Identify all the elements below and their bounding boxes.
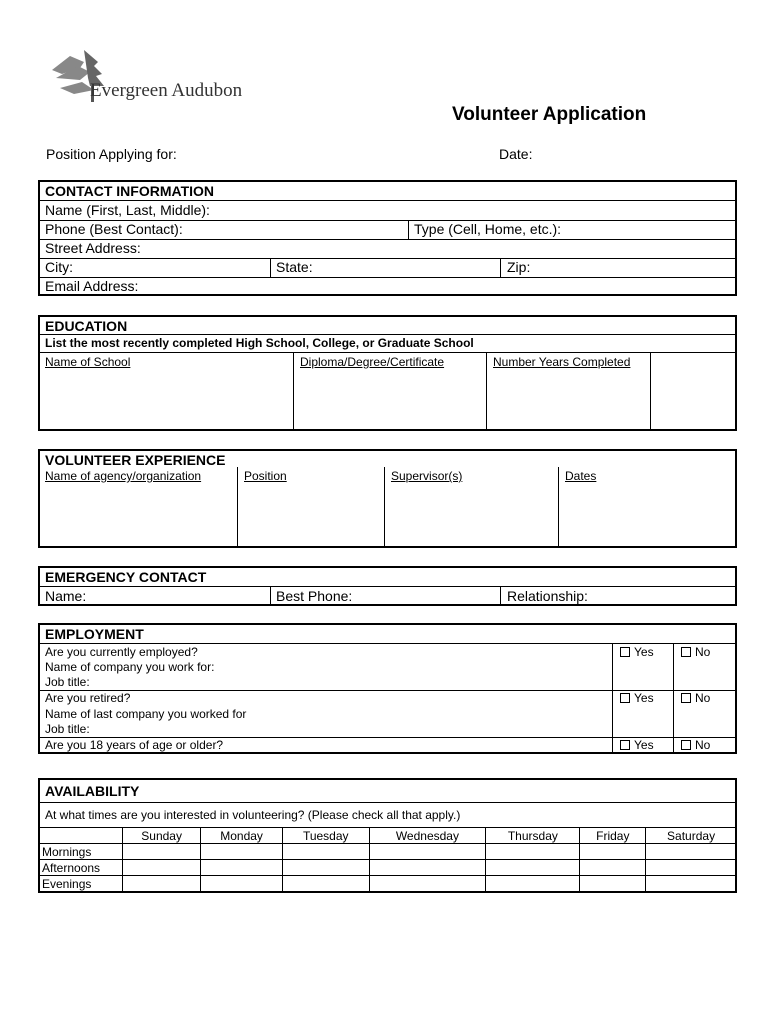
employment-last-company-field[interactable]: Name of last company you worked for <box>45 707 247 721</box>
page-title: Volunteer Application <box>452 104 647 125</box>
volunteer-col-dates: Dates <box>565 469 597 483</box>
emergency-section-title: EMERGENCY CONTACT <box>45 569 207 585</box>
contact-state-field[interactable]: State: <box>276 259 313 275</box>
education-section <box>38 315 737 431</box>
table-row <box>40 844 737 860</box>
employment-company-field[interactable]: Name of company you work for: <box>45 660 215 674</box>
day-wednesday: Wednesday <box>369 828 486 844</box>
contact-phone-type-field[interactable]: Type (Cell, Home, etc.): <box>414 221 562 237</box>
availability-question: At what times are you interested in volunteering? (Please check all that apply.) <box>45 808 461 822</box>
availability-section-title: AVAILABILITY <box>45 783 140 799</box>
employment-currently-employed-question: Are you currently employed? <box>45 645 198 659</box>
day-friday: Friday <box>580 828 646 844</box>
position-applying-label: Position Applying for: <box>46 146 177 162</box>
availability-table <box>39 827 737 892</box>
day-monday: Monday <box>201 828 283 844</box>
education-section-title: EDUCATION <box>45 318 128 334</box>
contact-street-field[interactable]: Street Address: <box>45 240 141 256</box>
employment-job-title-field[interactable]: Job title: <box>45 675 90 689</box>
day-tuesday: Tuesday <box>282 828 369 844</box>
retired-yes-checkbox[interactable]: Yes <box>620 691 654 705</box>
retired-no-checkbox[interactable]: No <box>681 691 710 705</box>
contact-phone-field[interactable]: Phone (Best Contact): <box>45 221 183 237</box>
emergency-phone-field[interactable]: Best Phone: <box>276 588 353 604</box>
emergency-name-field[interactable]: Name: <box>45 588 87 604</box>
volunteer-col-position: Position <box>244 469 287 483</box>
contact-section-title: CONTACT INFORMATION <box>45 183 215 199</box>
education-instructions: List the most recently completed High School, College, or Graduate School <box>45 336 474 350</box>
employment-retired-question: Are you retired? <box>45 691 131 705</box>
table-row <box>40 876 737 892</box>
day-thursday: Thursday <box>486 828 580 844</box>
emergency-relationship-field[interactable]: Relationship: <box>507 588 588 604</box>
time-mornings: Mornings <box>40 844 123 860</box>
employment-age-question: Are you 18 years of age or older? <box>45 738 224 752</box>
time-afternoons: Afternoons <box>40 860 123 876</box>
time-evenings: Evenings <box>40 876 123 892</box>
employment-section-title: EMPLOYMENT <box>45 626 144 642</box>
education-col-school: Name of School <box>45 355 131 369</box>
employed-no-checkbox[interactable]: No <box>681 645 710 659</box>
education-col-degree: Diploma/Degree/Certificate <box>300 355 445 369</box>
volunteer-col-agency: Name of agency/organization <box>45 469 202 483</box>
employment-last-job-title-field[interactable]: Job title: <box>45 722 90 736</box>
age-no-checkbox[interactable]: No <box>681 738 710 752</box>
contact-email-field[interactable]: Email Address: <box>45 278 139 294</box>
day-sunday: Sunday <box>123 828 201 844</box>
volunteer-section-title: VOLUNTEER EXPERIENCE <box>45 452 226 468</box>
contact-city-field[interactable]: City: <box>45 259 73 275</box>
contact-name-field[interactable]: Name (First, Last, Middle): <box>45 202 210 218</box>
day-saturday: Saturday <box>646 828 737 844</box>
age-yes-checkbox[interactable]: Yes <box>620 738 654 752</box>
logo-name: Evergreen Audubon <box>90 80 243 101</box>
table-row <box>40 860 737 876</box>
volunteer-col-supervisor: Supervisor(s) <box>391 469 463 483</box>
employed-yes-checkbox[interactable]: Yes <box>620 645 654 659</box>
date-label: Date: <box>499 146 533 162</box>
education-col-years: Number Years Completed <box>493 355 631 369</box>
contact-zip-field[interactable]: Zip: <box>507 259 531 275</box>
